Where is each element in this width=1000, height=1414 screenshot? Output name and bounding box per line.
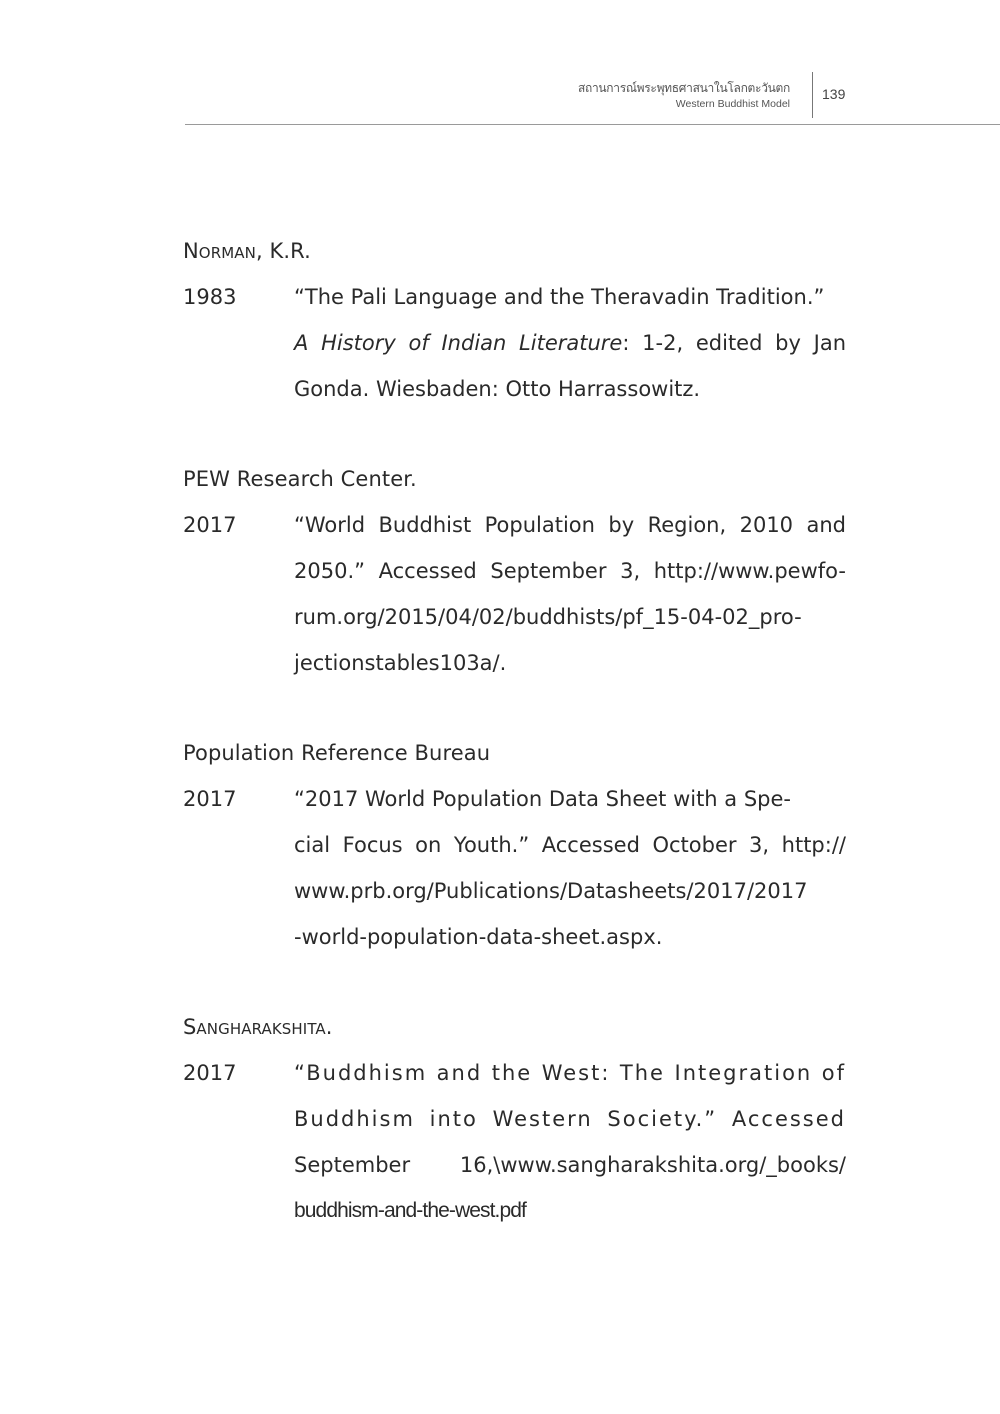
bibliography-entry — [183, 228, 846, 412]
reference-line: buddhism-and-the-west.pdf — [294, 1199, 526, 1222]
bibliography-entry — [183, 456, 846, 686]
reference-line: rum.org/2015/04/02/buddhists/pf_15-04-02_pro- — [294, 605, 802, 629]
reference-row — [183, 502, 846, 686]
reference-line: “The Pali Language and the Theravadin Tradition.” — [294, 285, 825, 309]
reference-text — [294, 1050, 846, 1234]
reference-year: 2017 — [183, 513, 237, 537]
reference-line-rest: : 1-2, edited by Jan — [622, 331, 847, 355]
header-thai-title: สถานการณ์พระพุทธศาสนาในโลกตะวันตก — [577, 81, 790, 95]
reference-line: jectionstables103a/. — [294, 651, 507, 675]
reference-line: cial Focus on Youth.” Accessed October 3, http:// — [294, 833, 846, 857]
reference-line: “Buddhism and the West: The Integration of — [294, 1061, 846, 1085]
bibliography-entry — [183, 730, 846, 960]
entry-author: Norman, K.R. — [183, 239, 311, 263]
reference-line: Gonda. Wiesbaden: Otto Harrassowitz. — [294, 377, 701, 401]
reference-row — [183, 1050, 846, 1234]
reference-row — [183, 274, 846, 412]
book-title: A History of Indian Literature — [294, 331, 623, 355]
header-rule — [185, 124, 1000, 125]
reference-line: “World Buddhist Population by Region, 2010 and — [294, 513, 846, 537]
reference-text — [294, 274, 846, 412]
bibliography-entry — [183, 1004, 846, 1234]
page-number: 139 — [822, 86, 846, 102]
header-subtitle: Western Buddhist Model — [675, 98, 790, 110]
entry-author: Sangharakshita. — [183, 1015, 333, 1039]
reference-line: Buddhism into Western Society.” Accessed — [294, 1107, 846, 1131]
reference-year: 2017 — [183, 787, 237, 811]
reference-line — [294, 320, 846, 366]
reference-line: www.prb.org/Publications/Datasheets/2017/2017 — [294, 879, 808, 903]
reference-year: 1983 — [183, 285, 237, 309]
entry-author: PEW Research Center. — [183, 467, 417, 491]
reference-line: 2050.” Accessed September 3, http://www.pewfo- — [294, 559, 846, 583]
bibliography — [183, 228, 846, 1278]
reference-text — [294, 502, 846, 686]
entry-author: Population Reference Bureau — [183, 741, 491, 765]
header-divider — [812, 72, 813, 118]
reference-text — [294, 776, 846, 960]
reference-row — [183, 776, 846, 960]
reference-line: “2017 World Population Data Sheet with a Spe- — [294, 787, 791, 811]
reference-year: 2017 — [183, 1061, 237, 1085]
reference-line: September 16,\www.sangharakshita.org/_books/ — [294, 1153, 846, 1177]
running-header — [578, 80, 790, 111]
reference-line: -world-population-data-sheet.aspx. — [294, 925, 663, 949]
